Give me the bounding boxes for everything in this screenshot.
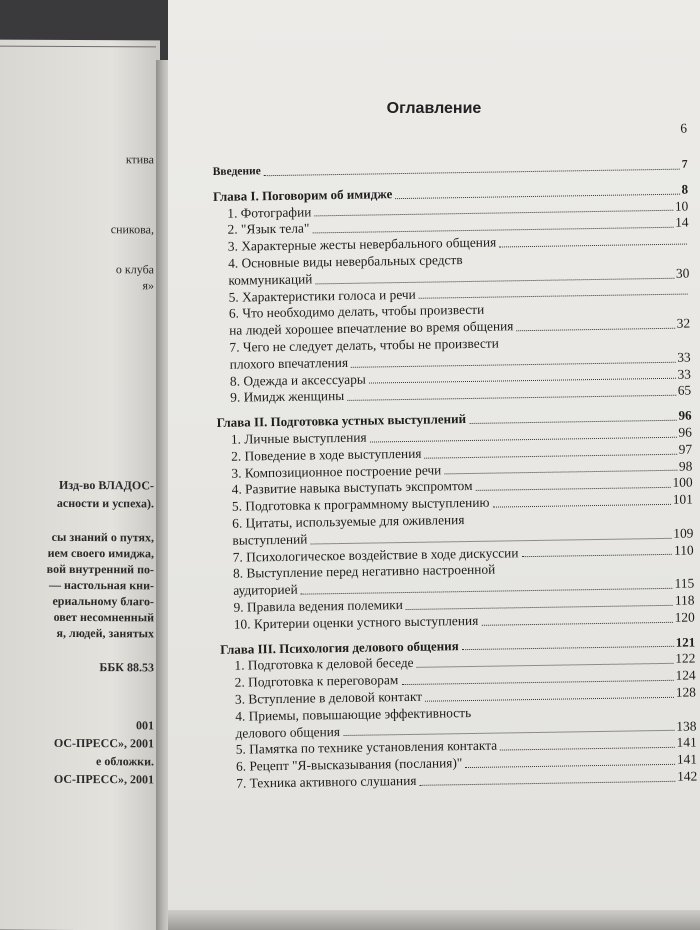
toc-page-number: 120 xyxy=(674,609,695,625)
toc-entry-label: плохого впечатления xyxy=(229,354,349,372)
toc-entry-label: Введение xyxy=(212,165,261,178)
toc-leader-dots xyxy=(469,420,676,424)
toc-leader-dots xyxy=(465,764,675,768)
toc-entry-label: 5. Характеристики голоса и речи xyxy=(228,286,416,305)
toc-leader-dots xyxy=(420,780,676,785)
toc-page-number: 101 xyxy=(672,491,694,507)
toc-page-number: 7 xyxy=(681,158,688,171)
toc-page-number: 141 xyxy=(676,751,698,767)
left-page-line: сникова, xyxy=(110,222,154,237)
toc-leader-dots xyxy=(476,487,671,491)
toc-page-number: 14 xyxy=(675,214,689,231)
toc-page-number: 118 xyxy=(674,592,695,608)
left-page-line: вой внутренний по- xyxy=(46,561,154,577)
toc-page-number: 115 xyxy=(674,575,695,591)
toc-leader-dots xyxy=(522,554,673,557)
toc-leader-dots xyxy=(499,244,687,248)
left-page-line: 001 xyxy=(136,718,154,733)
left-page-line: о клуба xyxy=(115,262,154,277)
left-page-line: овет несомненный xyxy=(53,609,154,625)
toc-entry-label: 5. Подготовка к программному выступлению xyxy=(231,494,490,514)
toc-entry-label: на людей хорошее впечатление во время общения xyxy=(229,318,514,338)
toc-page-number: 141 xyxy=(676,734,697,751)
toc-entry-label: 4. Приемы, повышающие эффективность xyxy=(235,704,472,724)
toc-page-number: 138 xyxy=(676,717,697,734)
toc-entry xyxy=(213,157,688,181)
toc-leader-dots xyxy=(444,470,677,475)
toc-leader-dots xyxy=(500,747,674,751)
toc-entry-label: 1. Фотографии xyxy=(227,204,312,221)
toc-entry-label: 5. Памятка по технике установления контакта xyxy=(235,737,498,757)
toc-entry-label: 8. Одежда и аксессуары xyxy=(229,371,366,389)
toc-entry-label: 10. Критерии оценки устного выступления xyxy=(233,612,479,632)
toc-leader-dots xyxy=(481,621,672,625)
toc-entry-label: 3. Характерные жесты невербального общения xyxy=(227,234,497,254)
toc-entry-label: 2. "Язык тела" xyxy=(227,220,310,238)
toc-leader-dots xyxy=(347,395,676,401)
toc-entry-label: 4. Развитие навыка выступать экспромтом xyxy=(231,478,473,498)
toc-page-number: 100 xyxy=(672,474,693,491)
left-page-line: ериальному благо- xyxy=(52,593,154,609)
toc-page-number: 10 xyxy=(674,198,689,214)
left-page-line: ОС-ПРЕСС», 2001 xyxy=(53,735,154,751)
page-edge xyxy=(168,910,700,930)
left-page-line: Изд-во ВЛАДОС- xyxy=(59,477,154,493)
toc-leader-dots xyxy=(493,504,671,508)
left-page-line: е обложки. xyxy=(96,754,154,769)
toc-entry-label: Глава II. Подготовка устных выступлений xyxy=(216,411,467,431)
toc-leader-dots xyxy=(516,328,674,331)
toc-entry-label: 2. Поведение в ходе выступления xyxy=(231,445,422,464)
left-page-line: ОС-ПРЕСС», 2001 xyxy=(53,771,154,787)
toc-entry-label: 2. Подготовка к переговорам xyxy=(234,672,399,690)
left-page-rule xyxy=(0,46,156,48)
toc-entry-label: 1. Личные выступления xyxy=(230,429,367,447)
toc-page-number: 8 xyxy=(681,181,689,197)
toc-entry-label: 8. Выступление перед негативно настроенной xyxy=(232,561,496,582)
toc-page-number: 32 xyxy=(676,315,691,331)
right-page xyxy=(168,0,700,930)
toc-leader-dots xyxy=(395,193,679,198)
toc-page-number: 96 xyxy=(678,424,692,440)
toc-entry-label: 6. Что необходимо делать, чтобы произвести xyxy=(228,302,485,322)
toc-page-number: 109 xyxy=(673,525,694,541)
toc-entry-label: 7. Психологическое воздействие в ходе дискуссии xyxy=(232,544,519,565)
toc-entry-label: Глава III. Психология делового общения xyxy=(220,637,459,657)
toc-entry-label: делового общения xyxy=(235,723,341,741)
intro-page-number: 6 xyxy=(680,120,688,136)
toc-page-number: 65 xyxy=(677,382,692,399)
toc-entry-label: 7. Чего не следует делать, чтобы не произвести xyxy=(229,335,499,355)
toc-entry-label: 1. Подготовка к деловой беседе xyxy=(234,655,414,674)
toc-page-number: 122 xyxy=(675,650,696,667)
toc-page-number: 128 xyxy=(675,684,697,700)
toc-entry-label: коммуникаций xyxy=(228,271,313,288)
toc-entry-label: 7. Техника активного слушания xyxy=(236,772,417,791)
toc-entry-label: аудиторией xyxy=(233,581,298,598)
toc-entry-label: 6. Цитаты, используемые для оживления xyxy=(232,512,465,531)
left-page-line: — настольная кни- xyxy=(48,577,154,593)
left-page xyxy=(0,40,160,930)
toc-leader-dots xyxy=(401,680,673,685)
left-page-line: асности и успеха). xyxy=(56,495,154,511)
toc-page-number: 110 xyxy=(673,542,694,558)
toc-entry-label: 6. Рецепт "Я-высказывания (послания)" xyxy=(235,755,463,774)
toc-entry-label: 3. Композиционное построение речи xyxy=(231,461,442,481)
page-title: Оглавление xyxy=(386,100,482,117)
toc-entry-label: Глава I. Поговорим об имидже xyxy=(212,185,393,204)
toc-page-number: 98 xyxy=(678,458,693,474)
toc-page-number: 30 xyxy=(675,265,690,281)
left-page-line: ББК 88.53 xyxy=(99,660,154,675)
toc-leader-dots xyxy=(425,697,674,702)
toc-entry-label: 9. Имидж женщины xyxy=(230,388,345,406)
toc-leader-dots xyxy=(425,453,677,458)
toc-page-number: 96 xyxy=(678,407,692,423)
toc-page-number: 33 xyxy=(677,349,691,365)
toc-leader-dots xyxy=(419,294,688,299)
toc-page-number: 124 xyxy=(675,667,696,683)
toc-entry-label: 4. Основные виды невербальных средств xyxy=(228,252,463,271)
toc-page-number: 97 xyxy=(678,441,693,457)
toc-leader-dots xyxy=(417,663,674,668)
left-page-line: ием своего имиджа, xyxy=(47,545,154,561)
toc-entry-label: 9. Правила ведения полемики xyxy=(233,596,404,615)
left-page-line: я, людей, занятых xyxy=(56,625,154,641)
toc-leader-dots xyxy=(462,646,674,650)
left-page-line: ктива xyxy=(125,152,154,167)
toc-page-number: 142 xyxy=(677,768,698,784)
toc-leader-dots xyxy=(406,605,673,610)
toc-leader-dots xyxy=(264,168,680,176)
table-of-contents xyxy=(212,121,697,793)
toc-entry-label: 3. Вступление в деловой контакт xyxy=(234,688,423,707)
toc-page-number: 33 xyxy=(677,366,692,382)
toc-entry-label: выступлений xyxy=(232,531,308,548)
left-page-line: я» xyxy=(142,278,154,293)
toc-page-number: 121 xyxy=(675,633,696,650)
left-page-line: сы знаний о путях, xyxy=(51,529,154,545)
